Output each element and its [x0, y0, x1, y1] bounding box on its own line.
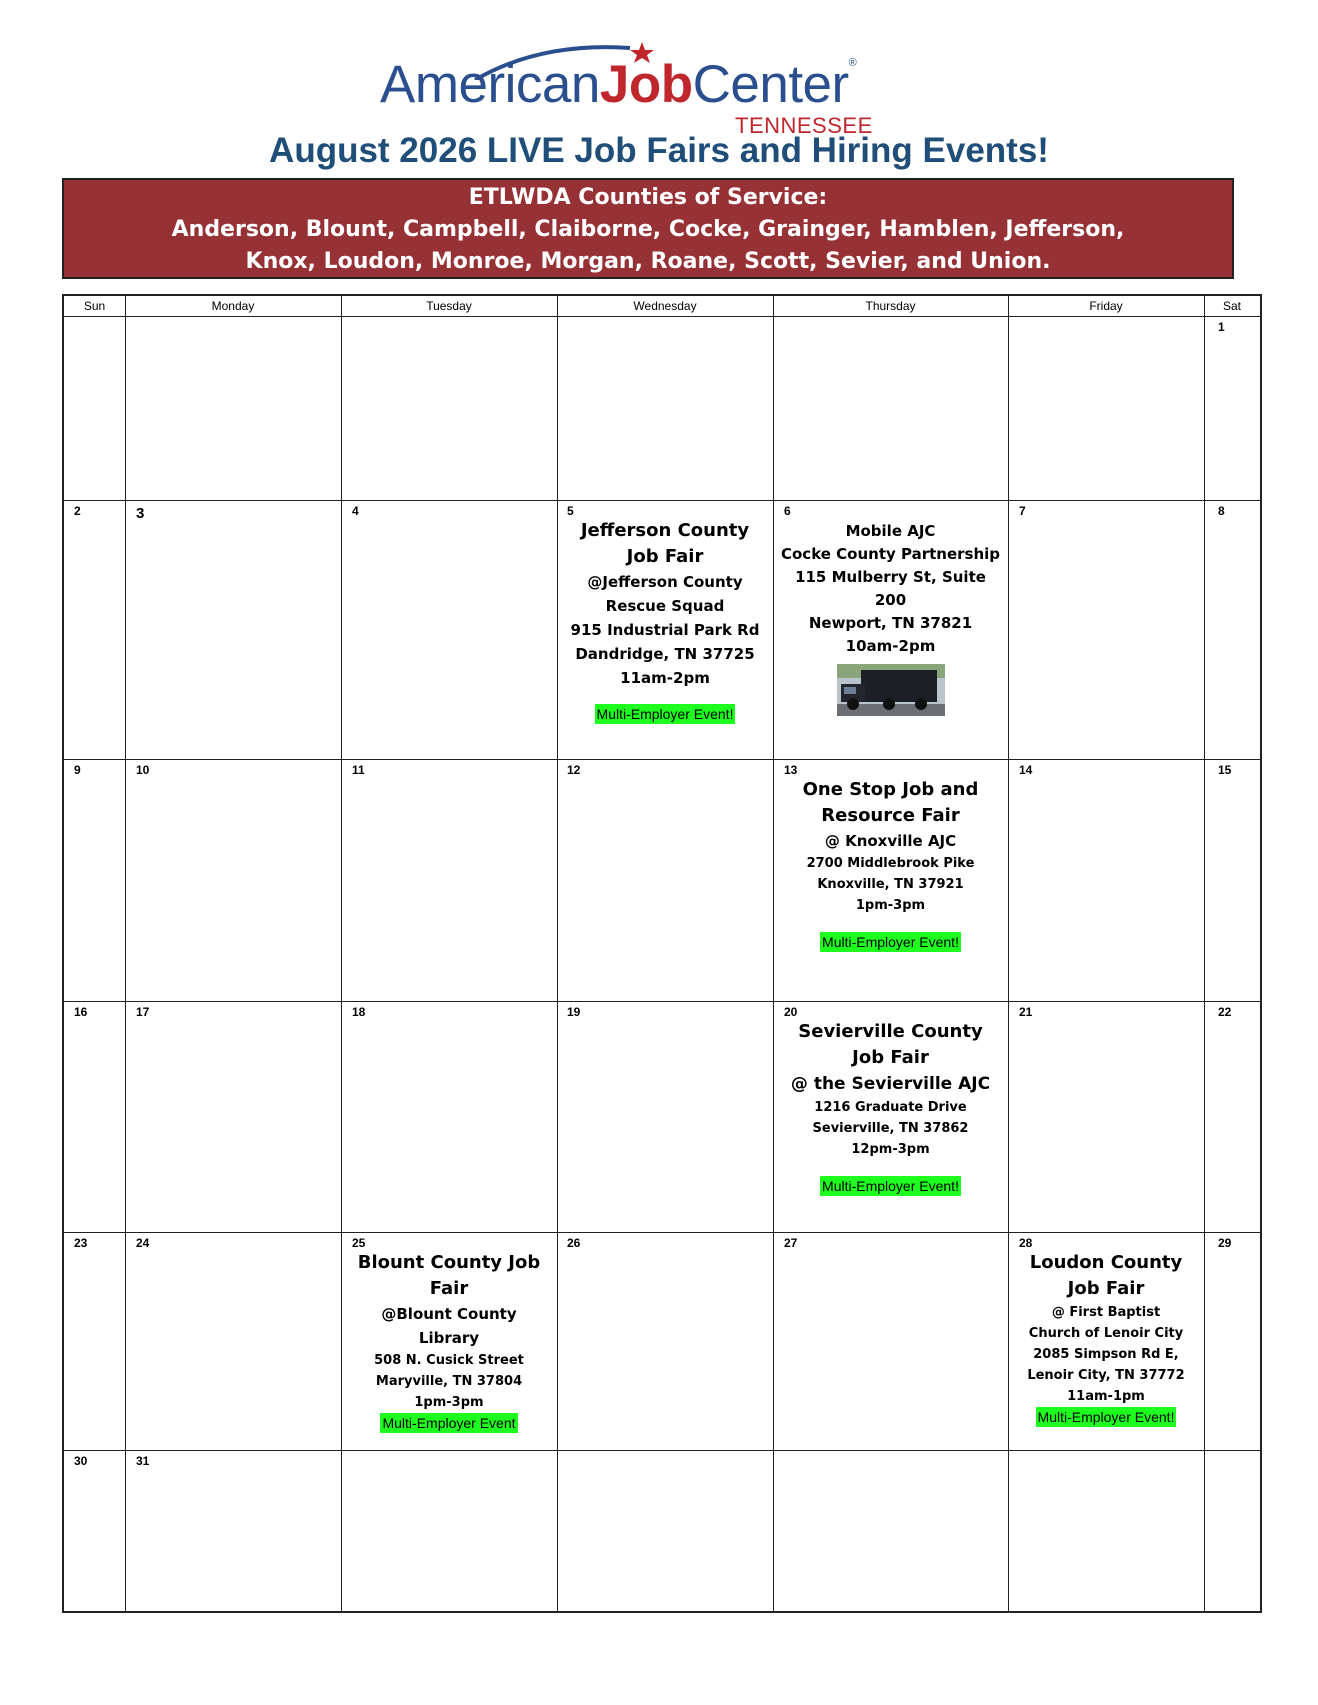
column-divider	[1204, 296, 1205, 1611]
date-number: 21	[1019, 1005, 1033, 1019]
column-divider	[557, 296, 558, 1611]
date-number: 26	[567, 1236, 581, 1250]
header-sat: Sat	[1222, 299, 1241, 313]
date-number: 29	[1218, 1236, 1232, 1250]
header-tuesday: Tuesday	[426, 299, 472, 313]
column-divider	[125, 296, 126, 1611]
date-number: 12	[567, 763, 581, 777]
event-address: 115 Mulberry St, Suite	[795, 568, 986, 586]
event-address: 2085 Simpson Rd E,	[1033, 1347, 1179, 1362]
multi-employer-badge: Multi-Employer Event!	[822, 934, 959, 950]
date-number: 3	[136, 505, 145, 522]
event-city: Sevierville, TN 37862	[812, 1121, 969, 1136]
event-title: Mobile AJC	[845, 522, 936, 540]
date-number: 16	[74, 1005, 88, 1019]
banner-counties-line-2: Knox, Loudon, Monroe, Morgan, Roane, Scott, Sevier, and Union.	[245, 249, 1051, 274]
american-job-center-logo	[380, 40, 900, 140]
date-number: 15	[1218, 763, 1232, 777]
event-venue: Cocke County Partnership	[780, 545, 1001, 563]
date-number: 4	[352, 504, 359, 518]
date-number: 23	[74, 1236, 88, 1250]
header-divider	[64, 316, 1260, 317]
header-friday: Friday	[1089, 299, 1123, 313]
event-blount-county-job-fair	[341, 1250, 557, 1433]
date-number: 28	[1019, 1236, 1033, 1250]
event-time: 11am-2pm	[620, 669, 710, 687]
event-title: Job Fair	[1067, 1278, 1145, 1299]
logo-american: American	[380, 55, 600, 114]
event-time: 1pm-3pm	[414, 1395, 484, 1410]
date-number: 20	[784, 1005, 798, 1019]
date-number: 22	[1218, 1005, 1232, 1019]
date-number: 27	[784, 1236, 798, 1250]
event-loudon-county-job-fair	[1008, 1250, 1204, 1427]
date-number: 18	[352, 1005, 366, 1019]
event-venue: @Blount County	[381, 1305, 517, 1323]
week-divider	[64, 1001, 1260, 1002]
logo-job: Job	[599, 55, 693, 114]
header-thursday: Thursday	[865, 299, 916, 313]
date-number: 19	[567, 1005, 581, 1019]
event-time: 11am-1pm	[1067, 1389, 1145, 1404]
date-number: 6	[784, 504, 791, 518]
event-time: 10am-2pm	[845, 637, 936, 655]
week-divider	[64, 1450, 1260, 1451]
mobile-unit-truck-icon	[837, 664, 945, 716]
event-title: Blount County Job	[357, 1252, 541, 1273]
logo-registered-mark: ®	[848, 57, 857, 69]
date-number: 9	[74, 763, 81, 777]
date-number: 2	[74, 504, 81, 518]
event-title: Sevierville County	[798, 1021, 983, 1042]
event-venue: Rescue Squad	[605, 597, 725, 615]
page-title: August 2026 LIVE Job Fairs and Hiring Events!	[269, 131, 1049, 170]
event-jefferson-county	[557, 518, 773, 724]
date-number: 14	[1019, 763, 1033, 777]
event-title: Fair	[429, 1278, 469, 1299]
logo-center: Center	[692, 55, 849, 114]
event-title: Resource Fair	[821, 805, 960, 826]
date-number: 31	[136, 1454, 150, 1468]
date-number: 11	[352, 763, 365, 777]
event-title: Jefferson County	[580, 520, 750, 541]
multi-employer-badge: Multi-Employer Event!	[596, 706, 734, 722]
week-divider	[64, 500, 1260, 501]
header-sun: Sun	[83, 299, 106, 313]
event-city: Lenoir City, TN 37772	[1027, 1368, 1185, 1383]
date-number: 25	[352, 1236, 366, 1250]
event-city: Newport, TN 37821	[808, 614, 973, 632]
event-mobile-ajc	[773, 520, 1008, 716]
banner-counties-line-1: Anderson, Blount, Campbell, Claiborne, Cocke, Grainger, Hamblen, Jefferson,	[171, 217, 1125, 242]
event-address: 508 N. Cusick Street	[374, 1353, 524, 1368]
date-number: 10	[136, 763, 150, 777]
date-number: 5	[567, 504, 574, 518]
event-address: 200	[874, 591, 907, 609]
event-time: 12pm-3pm	[851, 1142, 930, 1157]
date-number: 7	[1019, 504, 1026, 518]
event-address: 915 Industrial Park Rd	[570, 621, 760, 639]
calendar-grid	[62, 294, 1262, 1613]
week-divider	[64, 759, 1260, 760]
event-title: Loudon County	[1029, 1252, 1183, 1273]
date-number: 24	[136, 1236, 150, 1250]
date-number: 17	[136, 1005, 150, 1019]
event-venue: @ Knoxville AJC	[824, 832, 957, 850]
counties-banner	[62, 178, 1234, 279]
event-address: 2700 Middlebrook Pike	[806, 856, 975, 871]
date-number: 1	[1218, 320, 1225, 334]
event-venue: @ the Sevierville AJC	[790, 1074, 991, 1094]
event-venue: @Jefferson County	[587, 573, 743, 591]
date-number: 30	[74, 1454, 88, 1468]
date-number: 13	[784, 763, 798, 777]
event-title: Job Fair	[852, 1047, 929, 1068]
event-time: 1pm-3pm	[855, 898, 926, 913]
multi-employer-badge: Multi-Employer Event!	[822, 1178, 959, 1194]
event-title: Job Fair	[626, 546, 704, 567]
event-venue: Church of Lenoir City	[1028, 1326, 1184, 1341]
header-wednesday: Wednesday	[633, 299, 697, 313]
banner-heading: ETLWDA Counties of Service:	[468, 185, 828, 210]
event-sevierville-job-fair	[773, 1019, 1008, 1196]
event-title: One Stop Job and	[802, 779, 979, 800]
event-one-stop-job-fair	[773, 777, 1008, 952]
event-venue: @ First Baptist	[1051, 1305, 1161, 1320]
multi-employer-badge: Multi-Employer Event	[382, 1415, 516, 1431]
event-city: Dandridge, TN 37725	[575, 645, 755, 663]
event-city: Maryville, TN 37804	[375, 1374, 523, 1389]
header-monday: Monday	[211, 299, 255, 313]
event-venue: Library	[418, 1329, 480, 1347]
event-city: Knoxville, TN 37921	[817, 877, 964, 892]
event-address: 1216 Graduate Drive	[814, 1100, 967, 1115]
column-divider	[773, 296, 774, 1611]
logo-state: TENNESSEE	[735, 113, 873, 138]
week-divider	[64, 1232, 1260, 1233]
logo-wordmark	[380, 55, 857, 114]
date-number: 8	[1218, 504, 1225, 518]
multi-employer-badge: Multi-Employer Event!	[1037, 1409, 1175, 1425]
